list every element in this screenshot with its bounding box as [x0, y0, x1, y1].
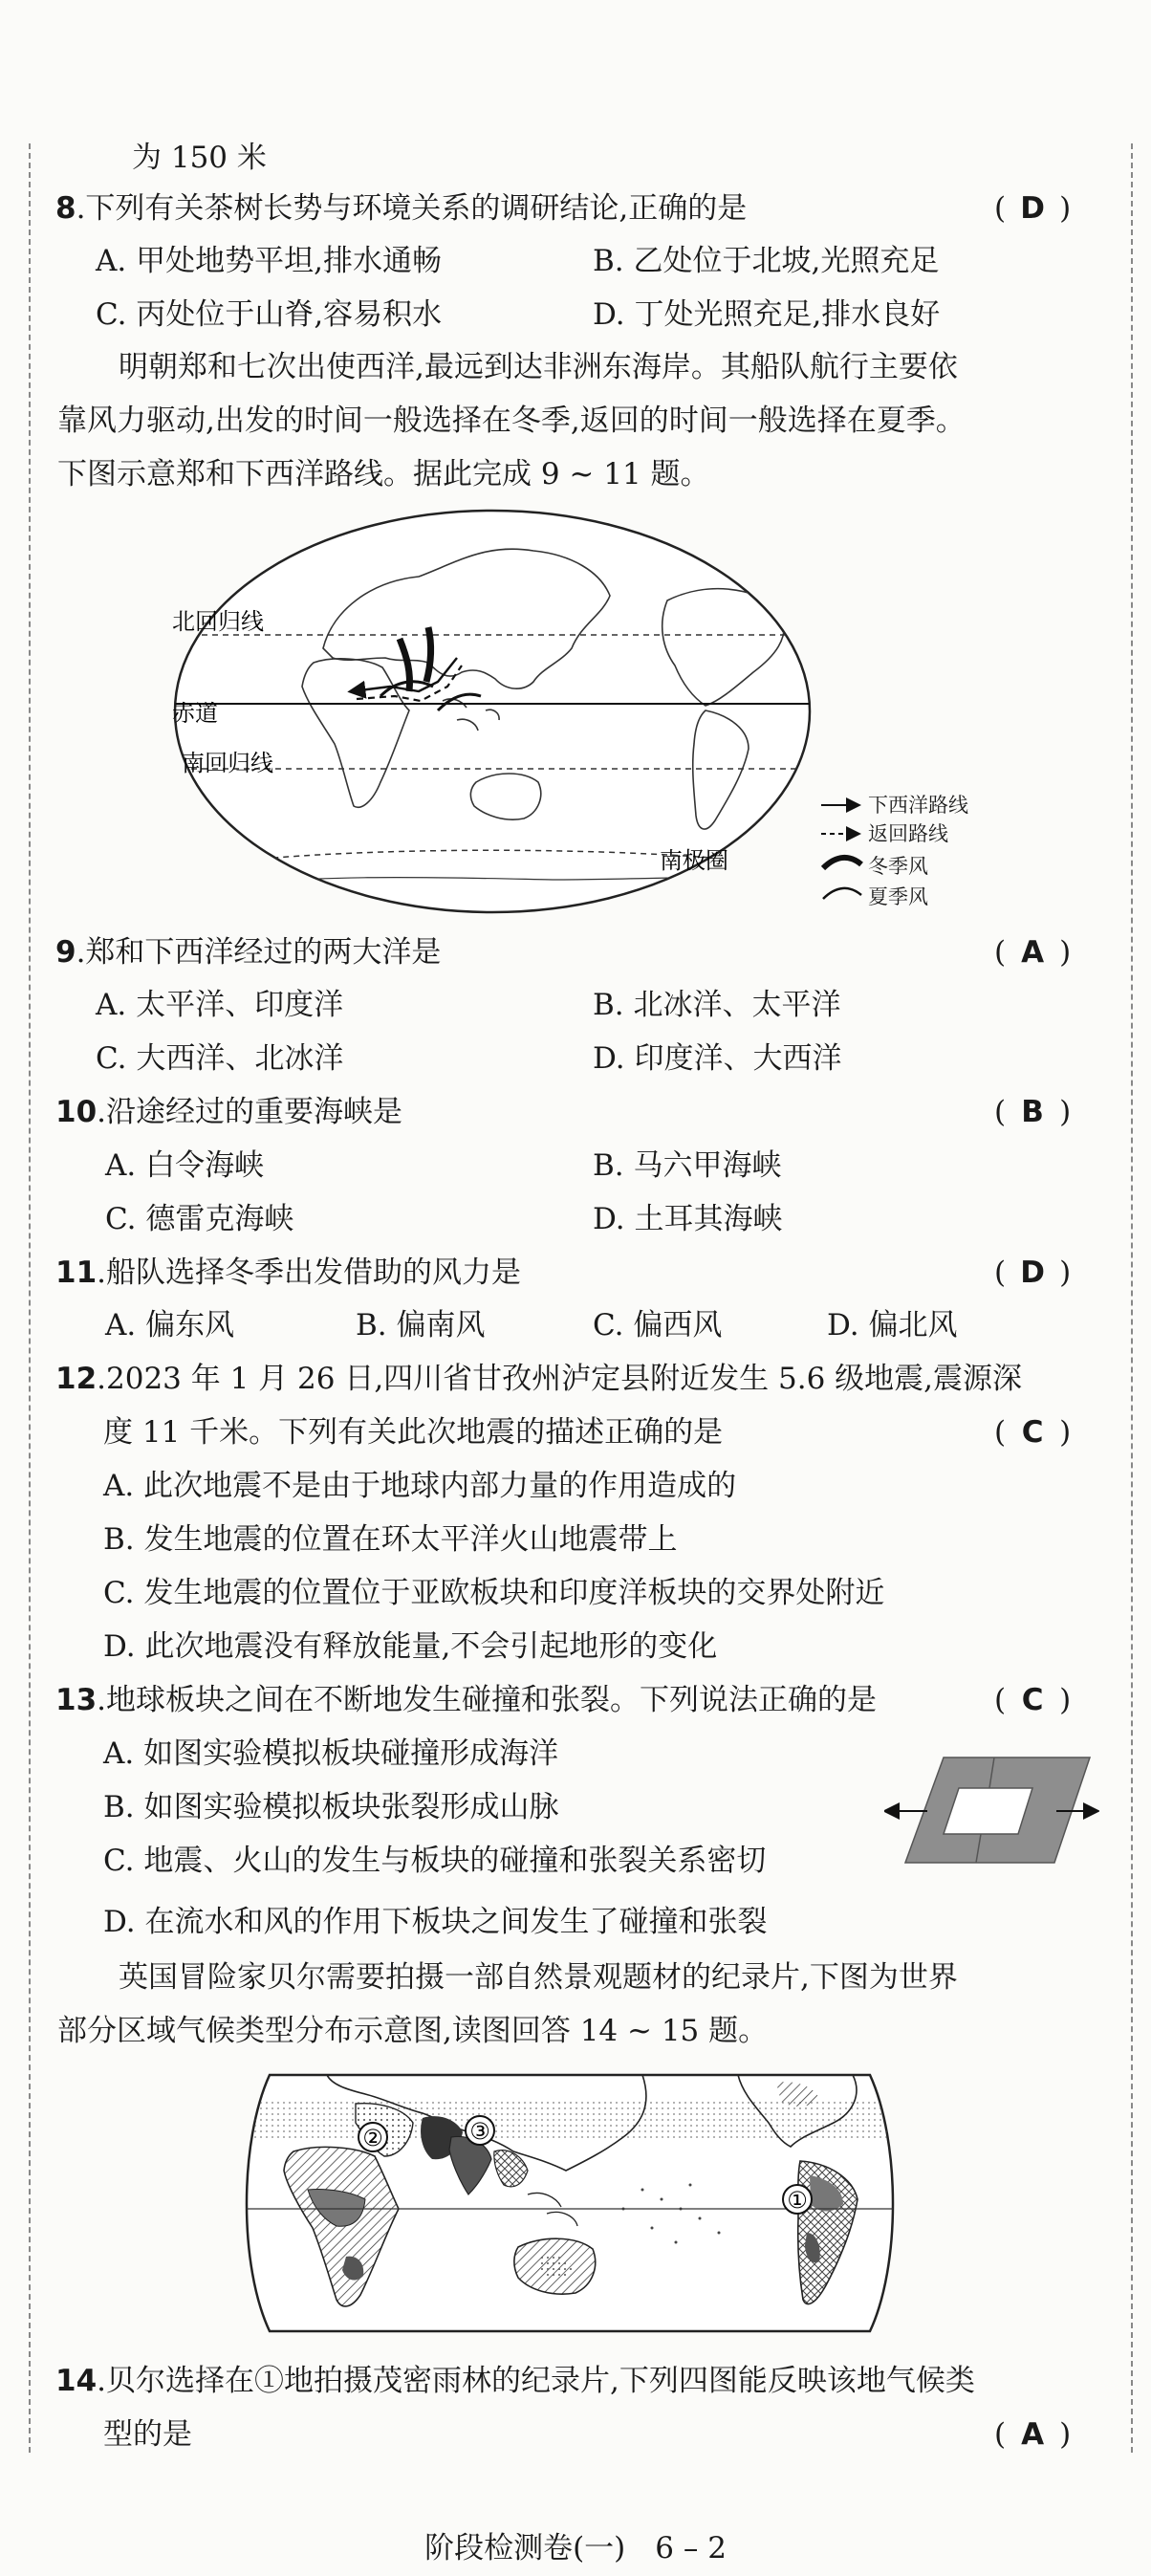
q9-option-a: A. 太平洋、印度洋	[96, 988, 344, 1022]
page-footer: 阶段检测卷(一) 6 – 2	[424, 2531, 727, 2565]
q11-option-c: C. 偏西风	[593, 1308, 723, 1343]
passage1-line2: 靠风力驱动,出发的时间一般选择在冬季,返回的时间一般选择在夏季。	[57, 404, 966, 438]
q14-stem-line2: 型的是	[103, 2417, 192, 2452]
legend-winter-monsoon: 冬季风	[868, 855, 928, 878]
q12-stem-line2: 度 11 千米。下列有关此次地震的描述正确的是	[103, 1415, 724, 1450]
q10-option-b: B. 马六甲海峡	[593, 1148, 782, 1183]
q11-option-a: A. 偏东风	[105, 1308, 235, 1343]
plate-rift-experiment-figure	[884, 1750, 1099, 1869]
q8-number: 8	[55, 191, 76, 226]
map1-label-antarctic-circle: 南极圈	[660, 847, 728, 874]
map1-label-equator: 赤道	[172, 700, 218, 727]
q11-option-d: D. 偏北风	[827, 1308, 958, 1343]
q14-stem-line1: 14.贝尔选择在①地拍摄茂密雨林的纪录片,下列四图能反映该地气候类	[55, 2364, 975, 2398]
q13-option-b: B. 如图实验模拟板块张裂形成山脉	[103, 1790, 559, 1824]
passage2-line1: 英国冒险家贝尔需要拍摄一部自然景观题材的纪录片,下图为世界	[119, 1960, 958, 1995]
q9-option-c: C. 大西洋、北冰洋	[96, 1041, 344, 1076]
zhenghe-route-map	[170, 505, 815, 918]
q10-option-d: D. 土耳其海峡	[593, 1202, 783, 1236]
q9-answer: ( A )	[994, 935, 1072, 970]
q8-option-d: D. 丁处光照充足,排水良好	[593, 297, 941, 332]
q8-stem: 8.下列有关茶树长势与环境关系的调研结论,正确的是	[55, 191, 748, 226]
q11-stem: 11.船队选择冬季出发借助的风力是	[55, 1255, 521, 1290]
q14-answer: ( A )	[994, 2417, 1072, 2452]
legend-outbound-route: 下西洋路线	[868, 794, 968, 817]
map2-marker-2: ②	[362, 2125, 383, 2151]
q13-option-d: D. 在流水和风的作用下板块之间发生了碰撞和张裂	[103, 1905, 768, 1939]
map1-label-tropic-capricorn: 南回归线	[182, 750, 273, 776]
q9-option-b: B. 北冰洋、太平洋	[593, 988, 841, 1022]
q12-option-a: A. 此次地震不是由于地球内部力量的作用造成的	[103, 1469, 737, 1503]
q8-answer: ( D )	[994, 191, 1072, 226]
q13-option-a: A. 如图实验模拟板块碰撞形成海洋	[103, 1736, 559, 1771]
map2-marker-3: ③	[469, 2118, 490, 2145]
climate-type-map	[241, 2065, 899, 2341]
q11-answer: ( D )	[994, 1255, 1072, 1290]
q13-option-c: C. 地震、火山的发生与板块的碰撞和张裂关系密切	[103, 1844, 767, 1878]
map2-marker-1: ①	[787, 2187, 808, 2214]
map1-label-tropic-cancer: 北回归线	[172, 608, 264, 635]
q10-answer: ( B )	[994, 1095, 1072, 1129]
legend-summer-monsoon: 夏季风	[868, 885, 928, 908]
passage1-line3: 下图示意郑和下西洋路线。据此完成 9 ~ 11 题。	[57, 457, 710, 491]
q12-option-d: D. 此次地震没有释放能量,不会引起地形的变化	[103, 1629, 718, 1664]
q8-option-c: C. 丙处位于山脊,容易积水	[96, 297, 443, 332]
left-margin-dashed-line	[29, 143, 31, 2453]
q10-option-a: A. 白令海峡	[105, 1148, 265, 1183]
q9-option-d: D. 印度洋、大西洋	[593, 1041, 842, 1076]
right-margin-dashed-line	[1131, 143, 1133, 2453]
legend-return-route: 返回路线	[868, 822, 948, 845]
q12-option-c: C. 发生地震的位置位于亚欧板块和印度洋板块的交界处附近	[103, 1576, 885, 1610]
passage1-line1: 明朝郑和七次出使西洋,最远到达非洲东海岸。其船队航行主要依	[119, 350, 958, 384]
q9-stem: 9.郑和下西洋经过的两大洋是	[55, 935, 442, 970]
q10-option-c: C. 德雷克海峡	[105, 1202, 294, 1236]
q10-stem: 10.沿途经过的重要海峡是	[55, 1095, 402, 1129]
q8-option-b: B. 乙处位于北坡,光照充足	[593, 244, 940, 278]
q12-stem-line1: 12.2023 年 1 月 26 日,四川省甘孜州泸定县附近发生 5.6 级地震,震源深	[55, 1362, 1023, 1396]
q12-answer: ( C )	[994, 1415, 1072, 1450]
map1-legend-symbols	[817, 792, 867, 916]
q13-answer: ( C )	[994, 1683, 1072, 1717]
q12-option-b: B. 发生地震的位置在环太平洋火山地震带上	[103, 1522, 678, 1557]
q11-option-b: B. 偏南风	[356, 1308, 486, 1343]
passage2-line2: 部分区域气候类型分布示意图,读图回答 14 ~ 15 题。	[57, 2014, 769, 2048]
intro-line: 为 150 米	[132, 141, 267, 175]
q8-option-a: A. 甲处地势平坦,排水通畅	[96, 244, 442, 278]
q13-stem: 13.地球板块之间在不断地发生碰撞和张裂。下列说法正确的是	[55, 1683, 877, 1717]
